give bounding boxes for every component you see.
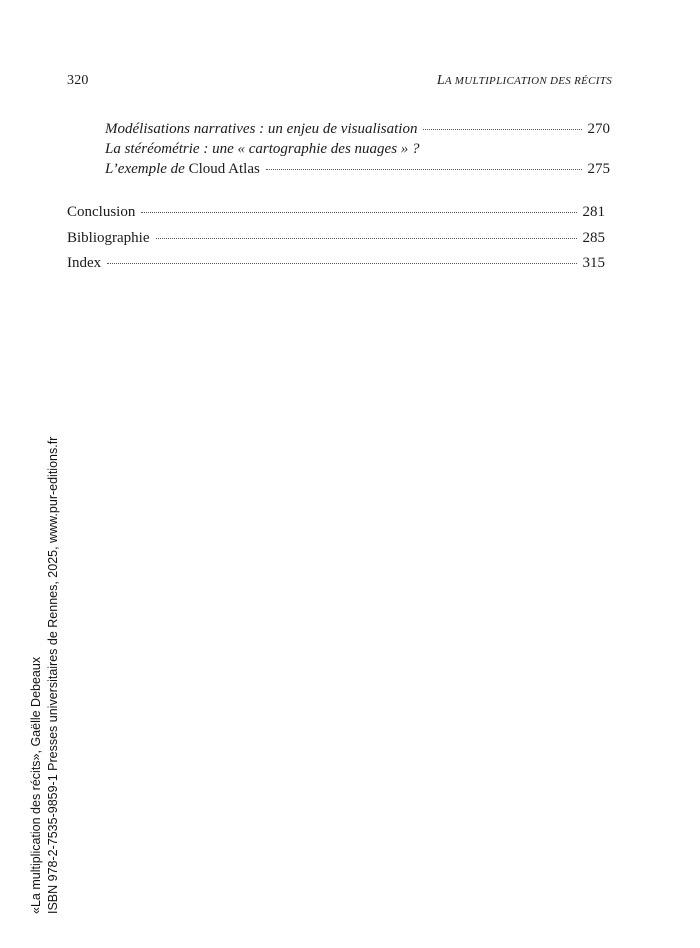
toc-page-number: 285 (582, 230, 605, 246)
dot-leader (156, 238, 577, 239)
toc-entry-title: Bibliographie (67, 230, 150, 246)
toc-subentry-line (105, 140, 610, 158)
toc-page-number: 270 (587, 121, 610, 137)
page-number: 320 (67, 73, 89, 88)
dot-leader (141, 212, 576, 213)
toc-subentry-italic-part: L’exemple de (105, 161, 185, 177)
toc-entry-conclusion (67, 203, 605, 221)
toc-subentry (105, 120, 610, 138)
dot-leader (423, 129, 581, 130)
toc-subentry-title: Modélisations narratives : un enjeu de visualisation (105, 121, 418, 137)
toc-subentry-title: La stéréométrie : une « cartographie des nuages » ? (105, 141, 420, 157)
running-head (437, 73, 612, 89)
side-note-title-line: «La multiplication des récits», Gaëlle Debeaux (29, 656, 43, 914)
toc-page-number: 281 (582, 204, 605, 220)
toc-entry-title: Index (67, 255, 102, 271)
toc-subentry-roman-part: Cloud Atlas (188, 161, 260, 177)
toc-subentry-title-continued (105, 160, 260, 178)
toc-entry-bibliographie (67, 229, 605, 247)
copyright-side-note (28, 437, 62, 914)
toc-page-number: 275 (587, 161, 610, 177)
running-head-initial: L (436, 73, 445, 88)
running-head-rest: A MULTIPLICATION DES RÉCITS (444, 75, 612, 87)
toc-subentry (105, 160, 610, 178)
toc-entry-title: Conclusion (67, 204, 136, 220)
toc-entry-index (67, 254, 605, 272)
toc-page-number: 315 (582, 255, 605, 271)
dot-leader (107, 263, 576, 264)
dot-leader (266, 169, 582, 170)
side-note-isbn-line: ISBN 978-2-7535-9859-1 Presses universitaires de Rennes, 2025, www.pur-editions.fr (46, 436, 60, 914)
